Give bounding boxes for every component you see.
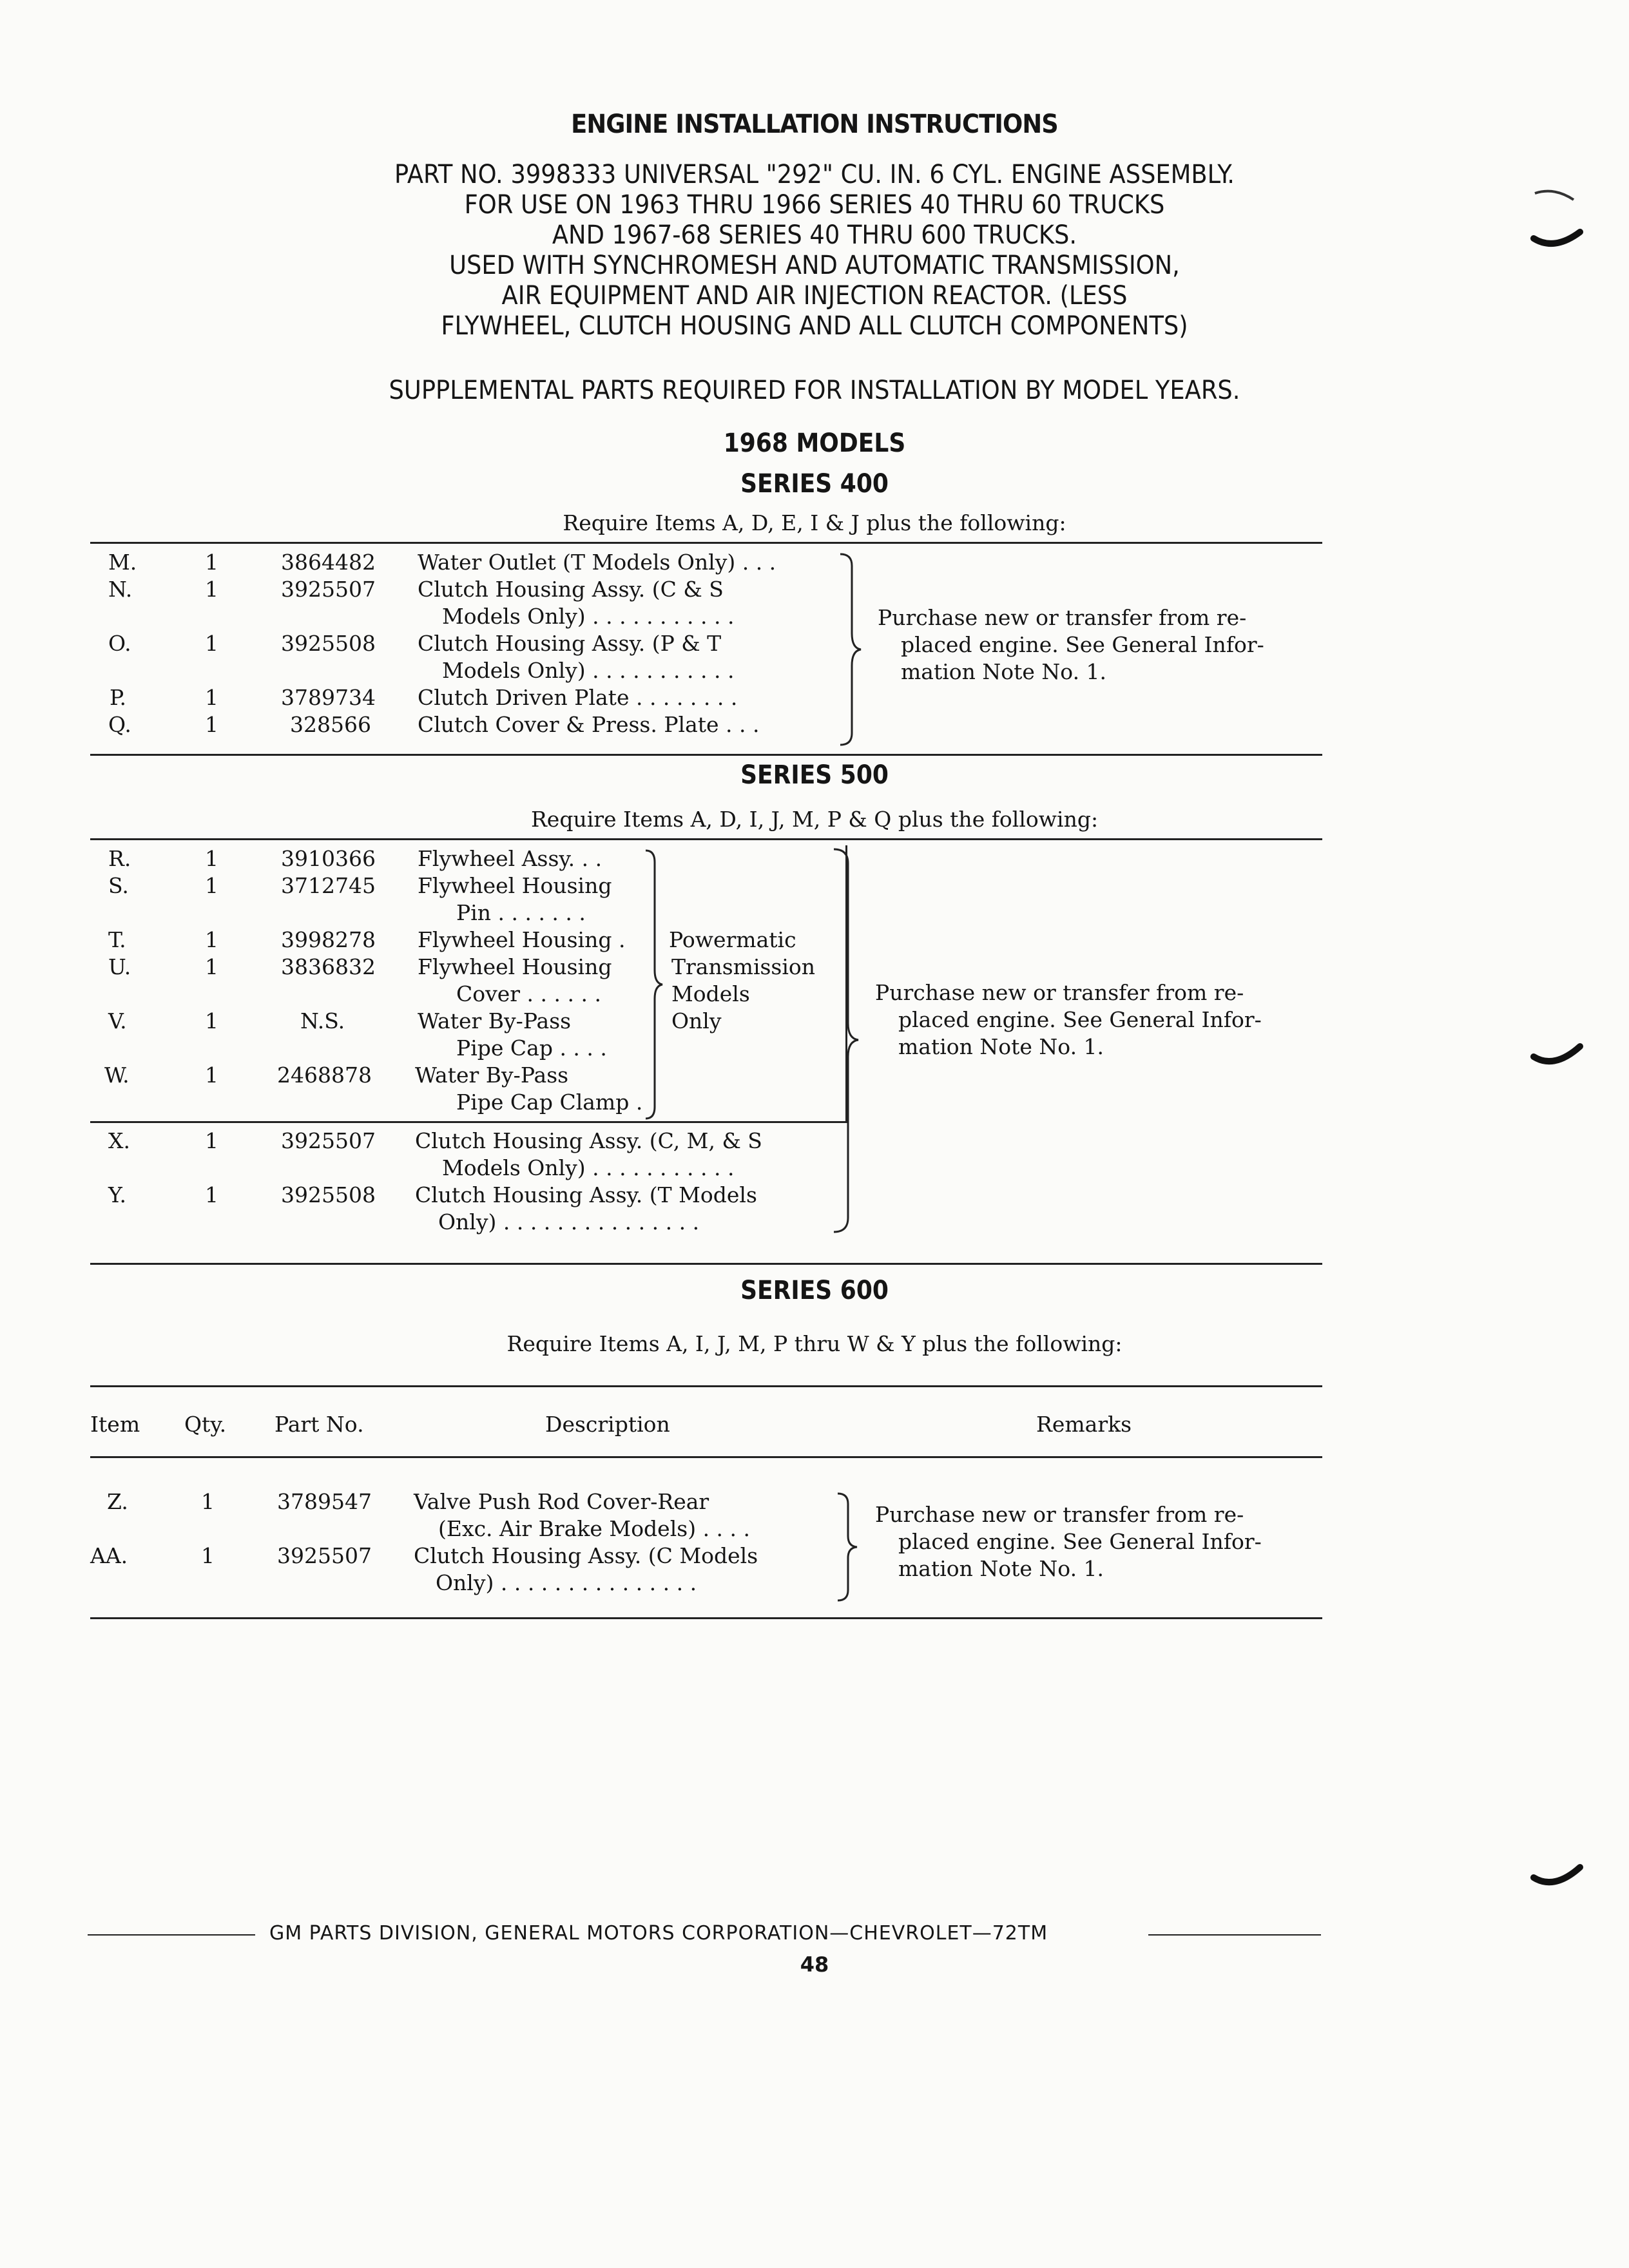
- header-line-6: FLYWHEEL, CLUTCH HOUSING AND ALL CLUTCH COMPONENTS): [441, 311, 1188, 341]
- description: Clutch Driven Plate . . . . . . . .: [418, 685, 738, 710]
- quantity: 1: [205, 846, 218, 871]
- powermatic-note: [669, 927, 815, 1035]
- description: Flywheel Housing .: [418, 927, 626, 952]
- description: Flywheel Housing: [418, 954, 612, 979]
- series-400-requirement: Require Items A, D, E, I & J plus the following:: [563, 510, 1066, 535]
- description-continued: Models Only) . . . . . . . . . . .: [442, 1155, 735, 1180]
- description: Clutch Housing Assy. (C & S: [418, 577, 724, 602]
- remark-line: Purchase new or transfer from re-: [878, 605, 1247, 630]
- part-number: 2468878: [277, 1062, 372, 1088]
- header-line-5: AIR EQUIPMENT AND AIR INJECTION REACTOR. (LESS: [501, 281, 1128, 311]
- quantity: 1: [205, 1128, 218, 1153]
- series-400-top-rule: [90, 542, 1322, 544]
- remark-line: Purchase new or transfer from re-: [875, 1502, 1244, 1527]
- part-number: 328566: [290, 712, 371, 737]
- part-number: 3925508: [281, 631, 376, 656]
- quantity: 1: [205, 1062, 218, 1088]
- part-number: 3998278: [281, 927, 376, 952]
- description-continued: (Exc. Air Brake Models) . . . .: [438, 1516, 750, 1541]
- part-number: 3925507: [277, 1543, 372, 1568]
- item-letter: T.: [108, 927, 126, 952]
- column-header-part: Part No.: [275, 1412, 364, 1437]
- quantity: 1: [205, 685, 218, 710]
- series-400-bottom-rule: [90, 754, 1322, 756]
- item-letter: Q.: [108, 712, 131, 737]
- item-letter: P.: [110, 685, 127, 710]
- item-letter: V.: [108, 1008, 127, 1033]
- description-continued: Only) . . . . . . . . . . . . . . .: [438, 1209, 700, 1235]
- description-continued: Models Only) . . . . . . . . . . .: [442, 604, 735, 629]
- description-continued: Pipe Cap Clamp .: [456, 1090, 643, 1115]
- series-600-header-rule: [90, 1456, 1322, 1458]
- header-line-4: USED WITH SYNCHROMESH AND AUTOMATIC TRANSMISSION,: [449, 251, 1180, 280]
- series-500-requirement: Require Items A, D, I, J, M, P & Q plus the following:: [530, 807, 1099, 832]
- footer-rule-right: [1148, 1934, 1321, 1936]
- part-number: N.S.: [300, 1008, 345, 1033]
- description: Flywheel Assy. . .: [418, 846, 602, 871]
- remark-line: placed engine. See General Infor-: [901, 632, 1264, 657]
- column-header-remarks: Remarks: [1036, 1412, 1132, 1437]
- series-500-brace: [831, 848, 861, 1235]
- item-letter: M.: [108, 550, 137, 575]
- description: Flywheel Housing: [418, 873, 612, 898]
- model-year-heading: 1968 MODELS: [723, 428, 906, 458]
- item-letter: AA.: [90, 1543, 128, 1568]
- remark-line: placed engine. See General Infor-: [898, 1007, 1262, 1032]
- quantity: 1: [201, 1543, 215, 1568]
- item-letter: R.: [108, 846, 131, 871]
- remark-line: mation Note No. 1.: [898, 1556, 1104, 1581]
- column-header-description: Description: [545, 1412, 670, 1437]
- quantity: 1: [205, 1182, 218, 1207]
- series-400-brace: [838, 553, 863, 746]
- binder-hole-mark: [1528, 1843, 1586, 1901]
- series-600-title: SERIES 600: [740, 1276, 889, 1305]
- series-600-top-rule: [90, 1385, 1322, 1387]
- item-letter: Y.: [108, 1182, 127, 1207]
- part-number: 3789547: [277, 1489, 372, 1514]
- description-continued: Only) . . . . . . . . . . . . . . .: [436, 1570, 697, 1595]
- description: Clutch Housing Assy. (P & T: [418, 631, 722, 656]
- remark-line: mation Note No. 1.: [898, 1034, 1104, 1059]
- binder-hole-mark: [1528, 1018, 1586, 1076]
- part-number: 3925507: [281, 1128, 376, 1153]
- supplemental-heading: SUPPLEMENTAL PARTS REQUIRED FOR INSTALLATION BY MODEL YEARS.: [389, 376, 1240, 405]
- quantity: 1: [201, 1489, 215, 1514]
- part-number: 3925508: [281, 1182, 376, 1207]
- item-letter: Z.: [107, 1489, 128, 1514]
- header-line-1: PART NO. 3998333 UNIVERSAL "292" CU. IN. 6 CYL. ENGINE ASSEMBLY.: [394, 160, 1235, 189]
- description: Clutch Cover & Press. Plate . . .: [418, 712, 760, 737]
- description: Valve Push Rod Cover-Rear: [414, 1489, 709, 1514]
- remark-line: Purchase new or transfer from re-: [875, 980, 1244, 1005]
- powermatic-box-bottom: [90, 1121, 847, 1123]
- part-number: 3925507: [281, 577, 376, 602]
- column-header-qty: Qty.: [184, 1412, 227, 1437]
- quantity: 1: [205, 631, 218, 656]
- header-line-3: AND 1967-68 SERIES 40 THRU 600 TRUCKS.: [552, 220, 1077, 250]
- quantity: 1: [205, 577, 218, 602]
- item-letter: N.: [108, 577, 133, 602]
- powermatic-brace: [643, 849, 666, 1120]
- part-number: 3864482: [281, 550, 376, 575]
- part-number: 3910366: [281, 846, 376, 871]
- binder-hole-mark: [1528, 187, 1586, 258]
- description-continued: Cover . . . . . .: [456, 981, 601, 1006]
- series-500-remark: [875, 979, 1262, 1061]
- header-line-2: FOR USE ON 1963 THRU 1966 SERIES 40 THRU 60 TRUCKS: [464, 190, 1165, 220]
- page-number: 48: [800, 1952, 829, 1977]
- series-500-bottom-rule: [90, 1263, 1322, 1265]
- powermatic-line: Models: [671, 981, 750, 1006]
- description: Clutch Housing Assy. (T Models: [415, 1182, 757, 1207]
- quantity: 1: [205, 1008, 218, 1033]
- page-title: ENGINE INSTALLATION INSTRUCTIONS: [571, 110, 1058, 139]
- description-continued: Pipe Cap . . . .: [456, 1035, 607, 1061]
- series-600-requirement: Require Items A, I, J, M, P thru W & Y plus the following:: [506, 1331, 1123, 1356]
- item-letter: O.: [108, 631, 131, 656]
- quantity: 1: [205, 954, 218, 979]
- series-600-brace: [835, 1492, 861, 1602]
- powermatic-line: Powermatic: [669, 927, 796, 952]
- powermatic-line: Transmission: [671, 954, 816, 979]
- quantity: 1: [205, 550, 218, 575]
- footer-text: GM PARTS DIVISION, GENERAL MOTORS CORPORATION—CHEVROLET—72TM: [269, 1922, 1048, 1945]
- series-400-title: SERIES 400: [740, 469, 889, 499]
- quantity: 1: [205, 873, 218, 898]
- remark-line: mation Note No. 1.: [901, 659, 1107, 684]
- description: Clutch Housing Assy. (C Models: [414, 1543, 758, 1568]
- item-letter: W.: [104, 1062, 130, 1088]
- description-continued: Pin . . . . . . .: [456, 900, 586, 925]
- item-letter: U.: [108, 954, 131, 979]
- description: Water By-Pass: [415, 1062, 569, 1088]
- series-500-top-rule: [90, 838, 1322, 840]
- footer-rule-left: [88, 1934, 255, 1936]
- series-400-remark: [878, 604, 1264, 686]
- series-600-remark: [875, 1501, 1262, 1582]
- description: Clutch Housing Assy. (C, M, & S: [415, 1128, 762, 1153]
- quantity: 1: [205, 712, 218, 737]
- item-letter: X.: [108, 1128, 130, 1153]
- item-letter: S.: [108, 873, 129, 898]
- remark-line: placed engine. See General Infor-: [898, 1529, 1262, 1554]
- part-number: 3836832: [281, 954, 376, 979]
- part-number: 3712745: [281, 873, 376, 898]
- description-continued: Models Only) . . . . . . . . . . .: [442, 658, 735, 683]
- quantity: 1: [205, 927, 218, 952]
- series-600-bottom-rule: [90, 1617, 1322, 1619]
- description: Water Outlet (T Models Only) . . .: [418, 550, 776, 575]
- powermatic-line: Only: [671, 1008, 722, 1033]
- column-header-item: Item: [90, 1412, 140, 1437]
- description: Water By-Pass: [418, 1008, 572, 1033]
- series-500-title: SERIES 500: [740, 760, 889, 790]
- part-number: 3789734: [281, 685, 376, 710]
